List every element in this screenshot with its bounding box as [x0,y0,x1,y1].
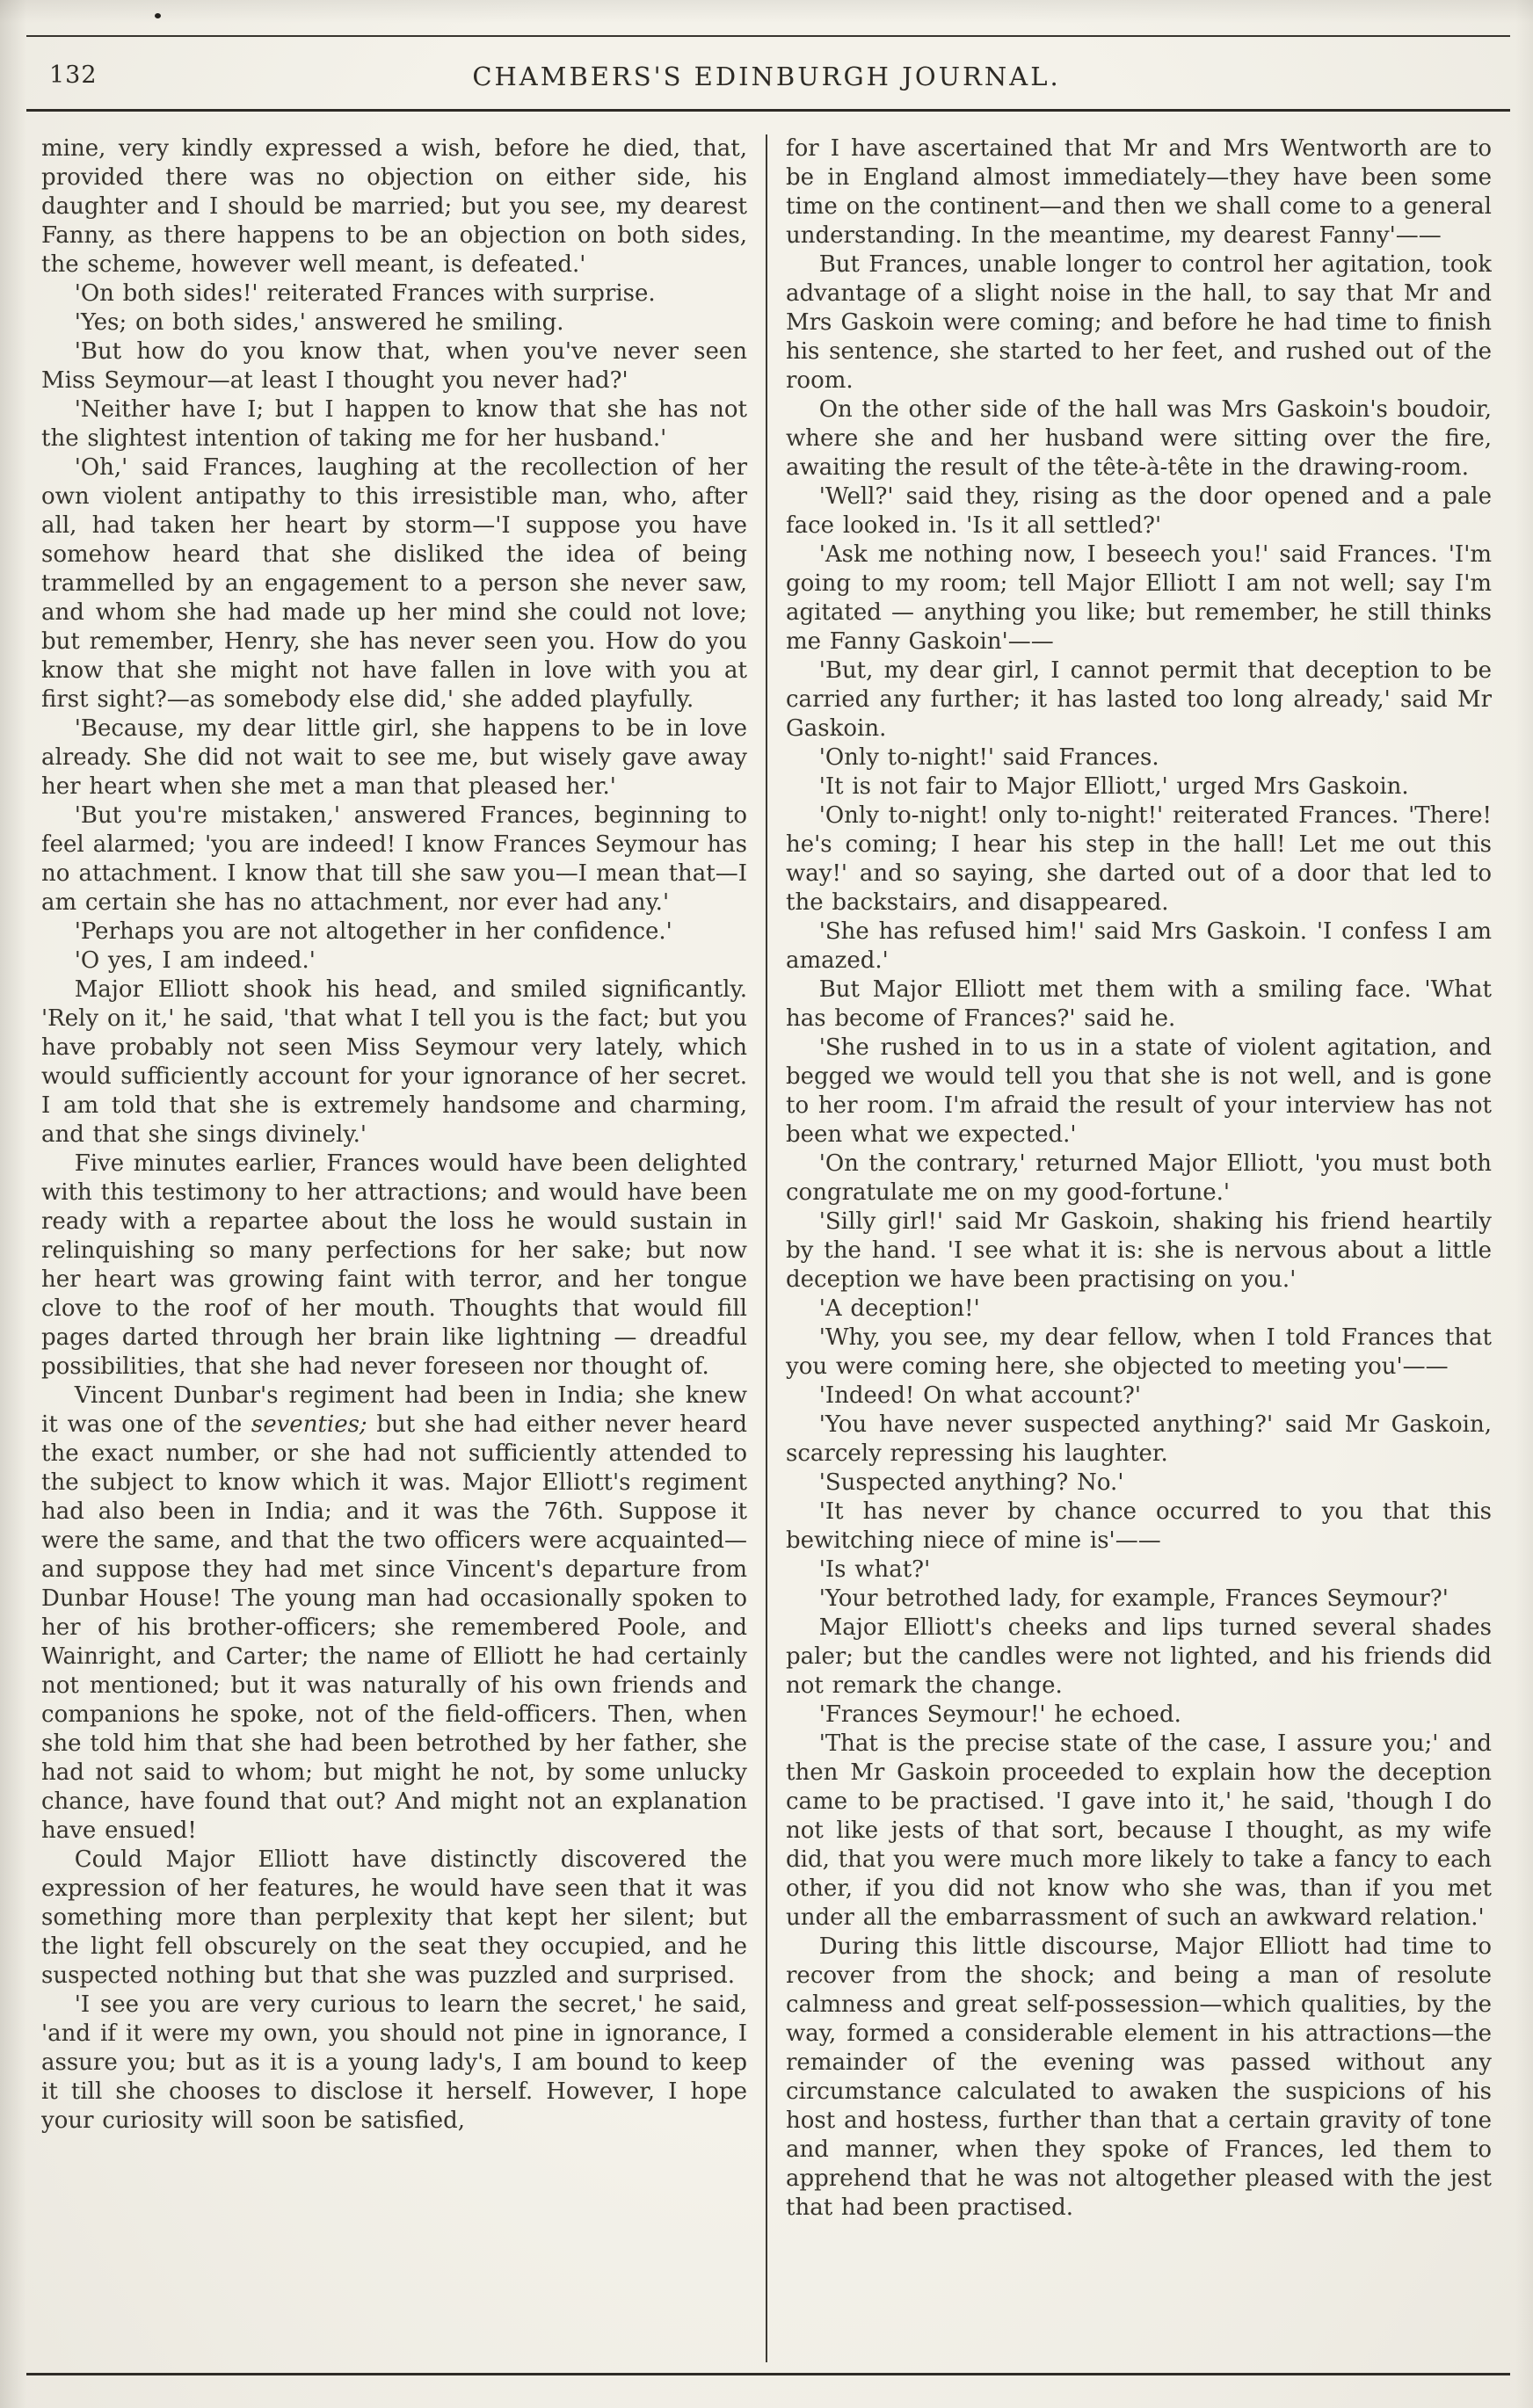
paragraph: 'That is the precise state of the case, I assure you;' and then Mr Gaskoin proceeded to explain how the deception came to be practised. 'I gave into it,' he said, 'though I do not like jests of that sort, because I thought, as my wife did, that you were much more likely to take a fancy to each other, if you did not know who she was, than if you met under all the embarrassment of such an awkward relation.' [786,1730,1492,1931]
paragraph: 'Well?' said they, rising as the door opened and a pale face looked in. 'Is it all settled?' [786,483,1492,539]
paragraph: 'Yes; on both sides,' answered he smiling. [74,309,564,336]
paragraph: 'On both sides!' reiterated Frances with surprise. [74,280,656,307]
paragraph: 'Suspected anything? No.' [818,1469,1124,1496]
column-divider [766,134,767,2362]
paragraph: mine, very kindly expressed a wish, before he died, that, provided there was no objection on either side, his daughter and I should be married; but you see, my dearest Fanny, as there happens to be an objection on both sides, the scheme, however well meant, is defeated.' [41,135,747,278]
paragraph: 'She has refused him!' said Mrs Gaskoin. 'I confess I am amazed.' [786,918,1492,974]
paragraph: Five minutes earlier, Frances would have been delighted with this testimony to her attractions; and would have been ready with a repartee about the loss he would sustain in relinquishing so many perfections for her sake; but now her heart was growing faint with terror, and her tongue clove to the roof of her mouth. Thoughts that would fill pages darted through her brain like lightning — dreadful possibilities, that she had never foreseen nor thought of. [41,1150,747,1380]
paragraph: Vincent Dunbar's regiment had been in India; she knew it was one of the seventies; but she had either never heard the exact number, or she had not sufficiently attended to the subject to know which it was. Major Elliott's regiment had also been in India; and it was the 76th. Suppose it were the same, and that the two officers were acquainted—and suppose they had met since Vincent's departure from Dunbar House! The young man had occasionally spoken to her of his brother-officers; she remembered Poole, and Wainright, and Carter; the name of Elliott he had certainly not mentioned; but it was naturally of his own friends and companions he spoke, not of the field-officers. Then, when she told him that she had been betrothed by her father, she had not said to whom; but might he not, by some unlucky chance, have found that out? And might not an explanation have ensued! [41,1382,748,1844]
ink-spot-artifact [155,13,161,18]
top-rule [26,35,1510,37]
paragraph: 'I see you are very curious to learn the secret,' he said, 'and if it were my own, you should not pine in ignorance, I assure you; but as it is a young lady's, I am bound to keep it till she chooses to disclose it herself. However, I hope your curiosity will soon be satisfied, [41,1991,747,2134]
paragraph: Could Major Elliott have distinctly discovered the expression of her features, he would have seen that it was something more than perplexity that kept her silent; but the light fell obscurely on the seat they occupied, and he suspected nothing but that she was puzzled and surprised. [41,1846,747,1989]
paragraph: 'You have never suspected anything?' said Mr Gaskoin, scarcely repressing his laughter. [786,1411,1492,1467]
paragraph: for I have ascertained that Mr and Mrs Wentworth are to be in England almost immediately—they have been some time on the continent—and then we shall come to a general understanding. In the meantime, my dearest Fanny'—— [786,135,1492,249]
journal-title: CHAMBERS'S EDINBURGH JOURNAL. [472,62,1061,91]
left-column [41,134,747,2362]
paragraph: 'Frances Seymour!' he echoed. [818,1701,1181,1728]
page-number: 132 [49,62,98,89]
paragraph: 'It has never by chance occurred to you that this bewitching niece of mine is'—— [786,1498,1492,1554]
paragraph: 'Why, you see, my dear fellow, when I told Frances that you were coming here, she objected to meeting you'—— [786,1324,1492,1380]
paragraph: 'Oh,' said Frances, laughing at the recollection of her own violent antipathy to this irresistible man, who, after all, had taken her heart by storm—'I suppose you have somehow heard that she disliked the idea of being trammelled by an engagement to a person she never saw, and whom she had made up her mind she could not love; but remember, Henry, she has never seen you. How do you know that she might not have fallen in love with you at first sight?—as somebody else did,' she added playfully. [41,454,747,713]
paragraph: On the other side of the hall was Mrs Gaskoin's boudoir, where she and her husband were sitting over the fire, awaiting the result of the tête-à-tête in the drawing-room. [786,396,1492,481]
header-rule [26,109,1510,112]
paragraph: 'But how do you know that, when you've never seen Miss Seymour—at least I thought you never had?' [41,338,747,394]
paragraph: 'Only to-night!' said Frances. [818,744,1159,771]
bottom-rule [26,2373,1510,2375]
paragraph: But Frances, unable longer to control her agitation, took advantage of a slight noise in the hall, to say that Mr and Mrs Gaskoin were coming; and before he had time to finish his sentence, she started to her feet, and rushed out of the room. [786,251,1492,394]
right-column [786,134,1492,2362]
paragraph: 'Neither have I; but I happen to know that she has not the slightest intention of taking me for her husband.' [41,396,747,452]
paragraph: 'O yes, I am indeed.' [74,947,316,974]
paragraph: 'Only to-night! only to-night!' reiterated Frances. 'There! he's coming; I hear his step in the hall! Let me out this way!' and so saying, she darted out of a door that led to the backstairs, and disappeared. [786,802,1492,916]
paragraph: Major Elliott shook his head, and smiled significantly. 'Rely on it,' he said, 'that what I tell you is the fact; but you have probably not seen Miss Seymour very lately, which would sufficiently account for your ignorance of her secret. I am told that she is extremely handsome and charming, and that she sings divinely.' [41,976,747,1148]
paragraph: 'But you're mistaken,' answered Frances, beginning to feel alarmed; 'you are indeed! I know Frances Seymour has no attachment. I know that till she saw you—I mean that—I am certain she has no attachment, nor ever had any.' [41,802,747,916]
paragraph: Major Elliott's cheeks and lips turned several shades paler; but the candles were not lighted, and his friends did not remark the change. [786,1614,1492,1699]
paragraph: 'On the contrary,' returned Major Elliott, 'you must both congratulate me on my good-fortune.' [786,1150,1492,1206]
paragraph: 'A deception!' [818,1295,980,1322]
paragraph: 'Ask me nothing now, I beseech you!' said Frances. 'I'm going to my room; tell Major Elliott I am not well; say I'm agitated — anything you like; but remember, he still thinks me Fanny Gaskoin'—— [786,541,1492,655]
paragraph: 'Indeed! On what account?' [818,1382,1141,1409]
paragraph: 'Is what?' [818,1556,931,1583]
paragraph: But Major Elliott met them with a smiling face. 'What has become of Frances?' said he. [786,976,1492,1032]
paragraph: During this little discourse, Major Elliott had time to recover from the shock; and being a man of resolute calmness and great self-possession—which qualities, by the way, formed a considerable element in his attractions—the remainder of the evening was passed without any circumstance calculated to awaken the suspicions of his host and hostess, further than that a certain gravity of tone and manner, when they spoke of Frances, led them to apprehend that he was not altogether pleased with the jest that had been practised. [786,1933,1492,2221]
body-text [41,134,1492,2362]
paragraph: 'Perhaps you are not altogether in her confidence.' [74,918,672,945]
paragraph: 'She rushed in to us in a state of violent agitation, and begged we would tell you that she is not well, and is gone to her room. I'm afraid the result of your interview has not been what we expected.' [786,1034,1492,1148]
paragraph: 'Because, my dear little girl, she happens to be in love already. She did not wait to see me, but wisely gave away her heart when she met a man that pleased her.' [41,715,747,800]
paragraph: 'But, my dear girl, I cannot permit that deception to be carried any further; it has lasted too long already,' said Mr Gaskoin. [786,657,1492,742]
paragraph: 'Silly girl!' said Mr Gaskoin, shaking his friend heartily by the hand. 'I see what it is: she is nervous about a little deception we have been practising on you.' [786,1208,1492,1293]
paragraph: 'It is not fair to Major Elliott,' urged Mrs Gaskoin. [818,773,1409,800]
paragraph: 'Your betrothed lady, for example, Frances Seymour?' [818,1585,1449,1612]
